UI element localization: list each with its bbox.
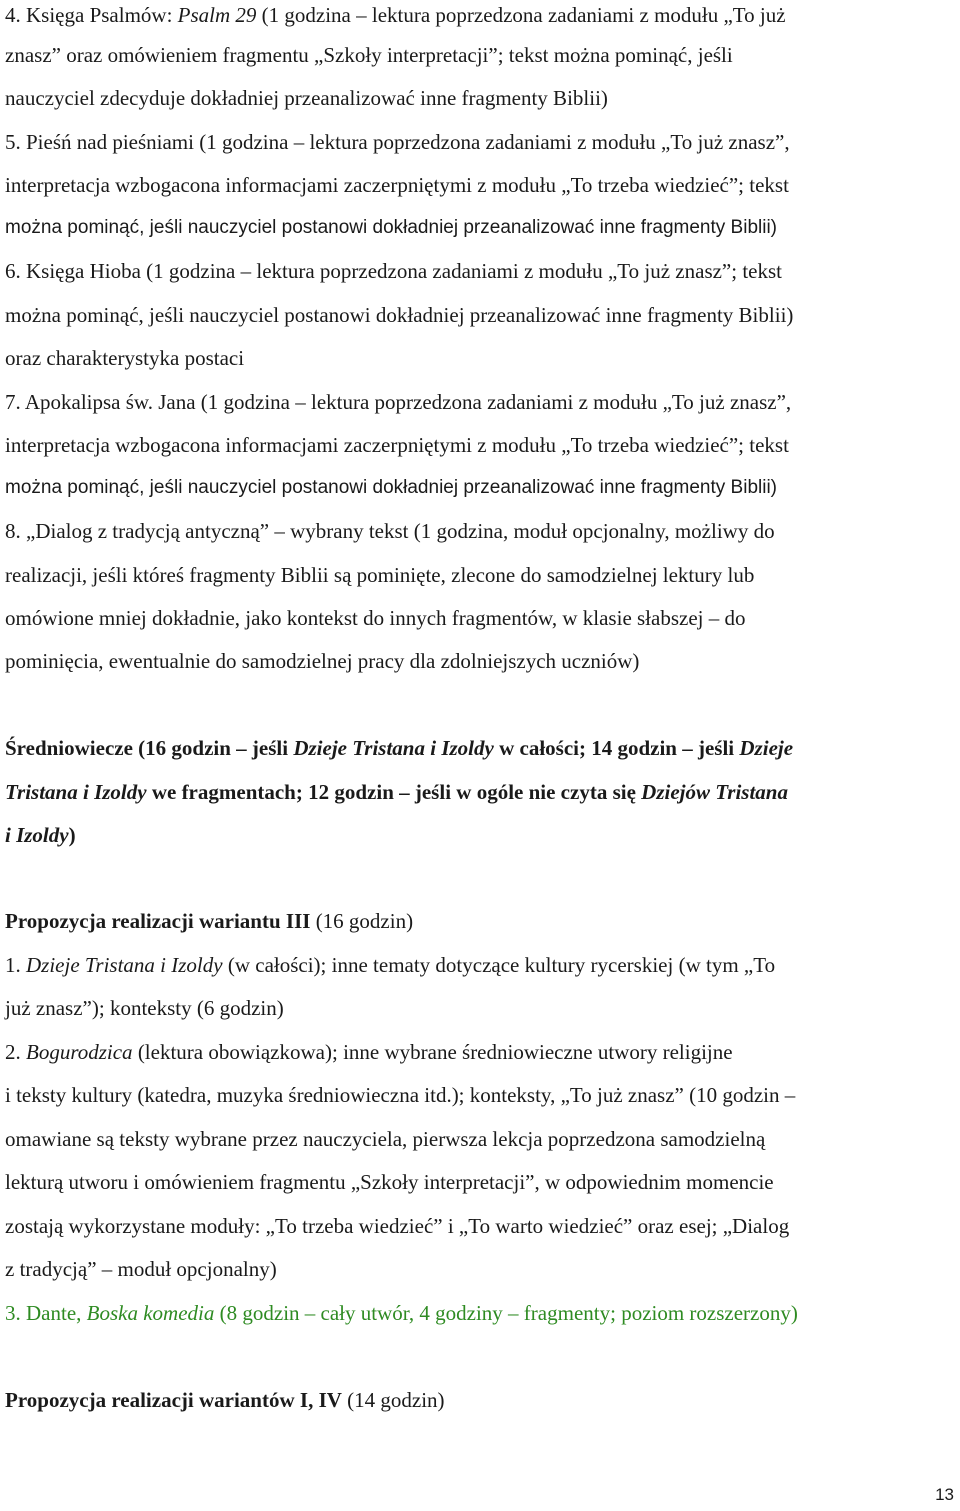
item-7-line-1: 7. Apokalipsa św. Jana (1 godzina – lektura poprzedzona zadaniami z modułu „To już znasz”, bbox=[5, 390, 792, 414]
point-number: 2. bbox=[5, 1040, 26, 1064]
point-text: (w całości); inne tematy dotyczące kultury rycerskiej (w tym „To bbox=[222, 953, 776, 977]
item-8-line-4: pominięcia, ewentualnie do samodzielnej pracy dla zdolniejszych uczniów) bbox=[5, 649, 640, 673]
variant-3-heading bbox=[5, 906, 413, 936]
variant-3-point-3 bbox=[5, 1298, 798, 1328]
item-6-line-3: oraz charakterystyka postaci bbox=[5, 346, 245, 370]
item-8-line-2: realizacji, jeśli któreś fragmenty Biblii są pominięte, zlecone do samodzielnej lektury lub bbox=[5, 563, 755, 587]
medieval-title: Dzieje Tristana i Izoldy bbox=[293, 736, 494, 760]
point-title: Dzieje Tristana i Izoldy bbox=[26, 953, 223, 977]
item-5-line-1: 5. Pieśń nad pieśniami (1 godzina – lektura poprzedzona zadaniami z modułu „To już znasz”, bbox=[5, 130, 790, 154]
point-number: 1. bbox=[5, 953, 26, 977]
item-8-line-3: omówione mniej dokładnie, jako kontekst do innych fragmentów, w klasie słabszej – do bbox=[5, 606, 746, 630]
item-4-line-1 bbox=[5, 0, 786, 30]
item-6-line-1: 6. Księga Hioba (1 godzina – lektura poprzedzona zadaniami z modułu „To już znasz”; tekst bbox=[5, 259, 782, 283]
item-6-line-2: można pominąć, jeśli nauczyciel postanowi dokładniej przeanalizować inne fragmenty Biblii) bbox=[5, 303, 794, 327]
medieval-heading-line-2 bbox=[5, 777, 788, 807]
variant-3-heading-hours: (16 godzin) bbox=[310, 909, 414, 933]
item-8-line-1: 8. „Dialog z tradycją antyczną” – wybrany tekst (1 godzina, moduł opcjonalny, możliwy do bbox=[5, 519, 775, 543]
variant-3-point-2-line-2: i teksty kultury (katedra, muzyka średniowieczna itd.); konteksty, „To już znasz” (10 godzin – bbox=[5, 1083, 796, 1107]
medieval-title: Dzieje bbox=[739, 736, 794, 760]
item-4-text: 4. Księga Psalmów: bbox=[5, 3, 178, 27]
variant-3-point-1-line-2: już znasz”); konteksty (6 godzin) bbox=[5, 996, 284, 1020]
variant-3-point-2-line-4: lekturą utworu i omówieniem fragmentu „Szkoły interpretacji”, w odpowiednim momencie bbox=[5, 1170, 774, 1194]
page-number: 13 bbox=[935, 1485, 954, 1504]
point-text: (8 godzin – cały utwór, 4 godziny – fragmenty; poziom rozszerzony) bbox=[214, 1301, 798, 1325]
variants-1-4-heading bbox=[5, 1385, 445, 1415]
medieval-title: Dziejów Tristana bbox=[641, 780, 788, 804]
variant-3-point-2-line-6: z tradycją” – moduł opcjonalny) bbox=[5, 1257, 277, 1281]
item-7-line-2: interpretacja wzbogacona informacjami zaczerpniętymi z modułu „To trzeba wiedzieć”; tekst bbox=[5, 433, 789, 457]
variant-3-point-2-line-3: omawiane są teksty wybrane przez nauczyciela, pierwsza lekcja poprzedzona samodzielną bbox=[5, 1127, 766, 1151]
medieval-heading-line-3 bbox=[5, 820, 76, 850]
variant-3-point-2-line-5: zostają wykorzystane moduły: „To trzeba wiedzieć” i „To warto wiedzieć” oraz esej; „Dialog bbox=[5, 1214, 790, 1238]
medieval-text: we fragmentach; 12 godzin – jeśli w ogóle nie czyta się bbox=[146, 780, 642, 804]
variants-1-4-heading-bold: Propozycja realizacji wariantów I, IV bbox=[5, 1388, 342, 1412]
point-text: (lektura obowiązkowa); inne wybrane średniowieczne utwory religijne bbox=[132, 1040, 733, 1064]
variant-3-heading-bold: Propozycja realizacji wariantu III bbox=[5, 909, 311, 933]
variant-3-point-1-line-1 bbox=[5, 950, 775, 980]
medieval-title: Tristana i Izoldy bbox=[5, 780, 147, 804]
medieval-text: ) bbox=[68, 823, 76, 847]
point-number: 3. Dante, bbox=[5, 1301, 87, 1325]
medieval-text: Średniowiecze (16 godzin – jeśli bbox=[5, 736, 294, 760]
point-title: Bogurodzica bbox=[26, 1040, 133, 1064]
item-4-line-3: nauczyciel zdecyduje dokładniej przeanalizować inne fragmenty Biblii) bbox=[5, 86, 608, 110]
medieval-heading-line-1 bbox=[5, 733, 793, 763]
variants-1-4-heading-hours: (14 godzin) bbox=[341, 1388, 445, 1412]
medieval-title: i Izoldy bbox=[5, 823, 69, 847]
item-4-line-2: znasz” oraz omówieniem fragmentu „Szkoły interpretacji”; tekst można pominąć, jeśli bbox=[5, 43, 733, 67]
item-5-line-3: można pominąć, jeśli nauczyciel postanowi dokładniej przeanalizować inne fragmenty Biblii) bbox=[5, 217, 778, 238]
item-7-line-3: można pominąć, jeśli nauczyciel postanowi dokładniej przeanalizować inne fragmenty Biblii) bbox=[5, 477, 778, 498]
medieval-text: w całości; 14 godzin – jeśli bbox=[493, 736, 740, 760]
item-4-text: (1 godzina – lektura poprzedzona zadaniami z modułu „To już bbox=[256, 3, 786, 27]
point-title: Boska komedia bbox=[86, 1301, 215, 1325]
item-5-line-2: interpretacja wzbogacona informacjami zaczerpniętymi z modułu „To trzeba wiedzieć”; tekst bbox=[5, 173, 789, 197]
item-4-title: Psalm 29 bbox=[177, 3, 257, 27]
variant-3-point-2-line-1 bbox=[5, 1037, 733, 1067]
